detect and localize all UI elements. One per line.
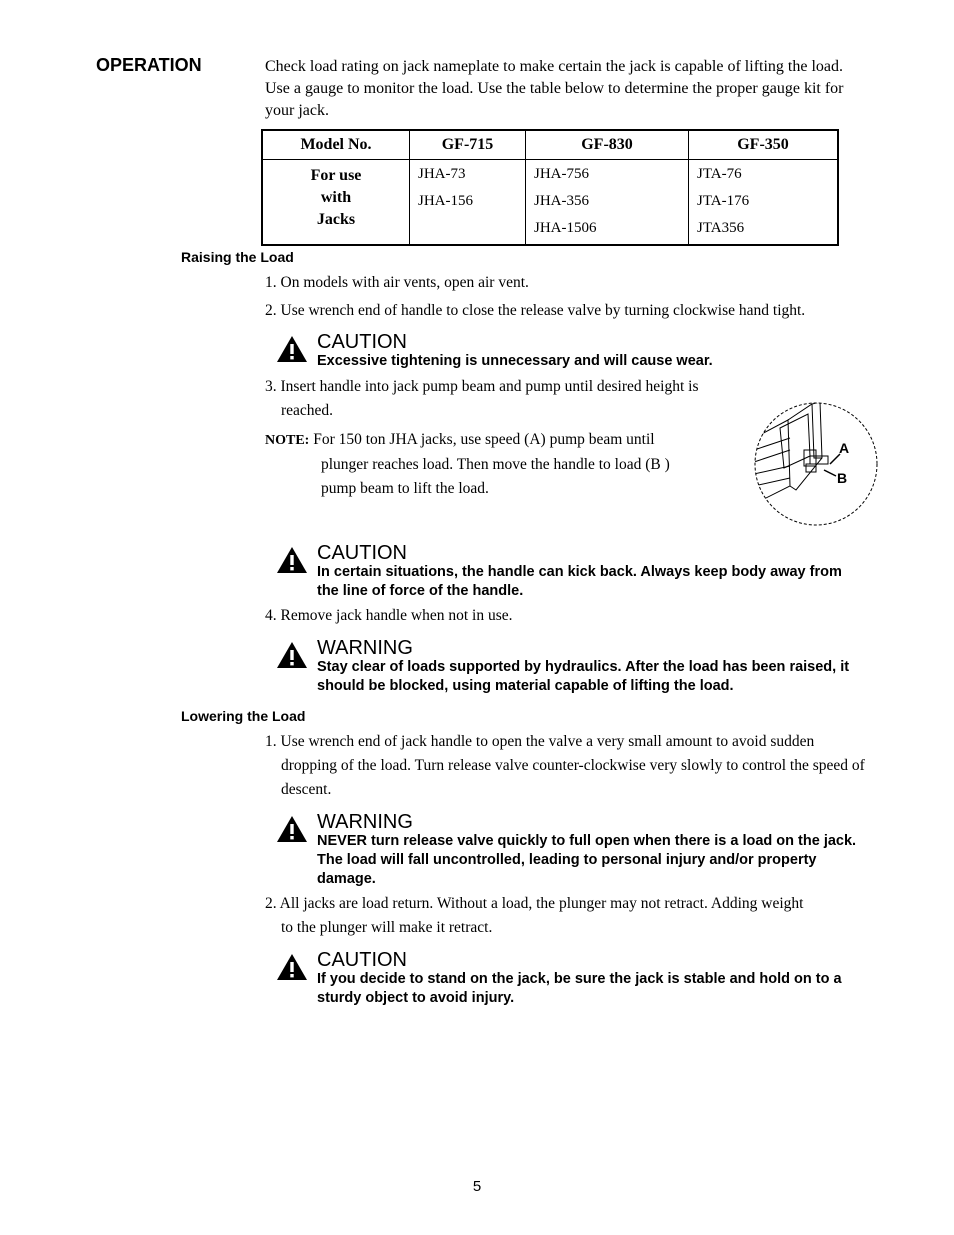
warning-notice: [276, 811, 866, 891]
jack-model: JHA-156: [418, 193, 473, 209]
caution-title: CAUTION: [317, 542, 407, 564]
warning-notice: [276, 637, 866, 699]
step-line: reached.: [281, 402, 334, 419]
raising-step-4: 4. Remove jack handle when not in use.: [265, 607, 513, 624]
page-number: 5: [472, 1178, 482, 1195]
table-header-cell: Model No.: [262, 130, 410, 160]
step-line: 1. Use wrench end of jack handle to open the valve a very small amount to avoid sudden: [265, 733, 815, 750]
raising-step-1: 1. On models with air vents, open air vent.: [265, 274, 529, 291]
jack-model: JTA356: [697, 220, 745, 236]
caution-text: If you decide to stand on the jack, be sure the jack is stable and hold on to a sturdy object to avoid injury.: [317, 971, 842, 1006]
warning-text: NEVER turn release valve quickly to full open when there is a load on the jack. The load will fall uncontrolled, leading to personal injury and/or property damage.: [317, 833, 857, 887]
intro-paragraph: Check load rating on jack nameplate to make certain the jack is capable of lifting the load. Use a gauge to monitor the load. Use the table below to determine the proper gauge kit for your jack.: [265, 58, 844, 119]
pump-beam-illustration: [750, 398, 882, 530]
pump-beam-diagram: [750, 398, 882, 530]
row-label-line: with: [320, 189, 352, 206]
lowering-step-2: [265, 892, 870, 940]
row-label-cell: [262, 160, 410, 246]
caution-text: In certain situations, the handle can kick back. Always keep body away from the line of force of the handle.: [317, 564, 842, 599]
table-cell: [526, 160, 689, 246]
step-line: to the plunger will make it retract.: [281, 919, 493, 936]
label-a: A: [839, 440, 850, 456]
warning-title: WARNING: [317, 637, 413, 659]
row-label-line: For use: [310, 167, 362, 184]
step-line: dropping of the load. Turn release valve counter-clockwise very slowly to control the speed of descent.: [281, 757, 865, 798]
note-block: [265, 428, 735, 501]
caution-title: CAUTION: [317, 949, 407, 971]
table-header-cell: GF-350: [689, 130, 839, 160]
warning-triangle-icon: [276, 335, 308, 363]
label-b: B: [837, 470, 848, 486]
table-header-cell: GF-715: [410, 130, 526, 160]
table-cell: [410, 160, 526, 246]
step-line: 2. All jacks are load return. Without a load, the plunger may not retract. Adding weight: [265, 895, 804, 912]
caution-notice: [276, 949, 866, 1011]
raising-heading: Raising the Load: [181, 249, 294, 265]
jack-model: JHA-1506: [534, 220, 597, 236]
lowering-heading: Lowering the Load: [181, 708, 306, 724]
table-header-row: [262, 130, 838, 160]
jack-model: JTA-76: [697, 166, 742, 182]
warning-triangle-icon: [276, 641, 308, 669]
warning-triangle-icon: [276, 546, 308, 574]
note-line: For 150 ton JHA jacks, use speed (A) pump beam until: [313, 431, 655, 448]
jack-model: JHA-756: [534, 166, 589, 182]
jack-model: JHA-356: [534, 193, 589, 209]
warning-title: WARNING: [317, 811, 413, 833]
table-cell: [689, 160, 839, 246]
warning-triangle-icon: [276, 953, 308, 981]
raising-step-2: 2. Use wrench end of handle to close the release valve by turning clockwise hand tight.: [265, 302, 806, 319]
table-row: [262, 160, 838, 246]
step-line: 3. Insert handle into jack pump beam and pump until desired height is: [265, 378, 699, 395]
jack-model: JHA-73: [418, 166, 466, 182]
caution-title: CAUTION: [317, 331, 407, 353]
caution-notice: [276, 542, 866, 604]
jack-model: JTA-176: [697, 193, 750, 209]
warning-triangle-icon: [276, 815, 308, 843]
table-header-cell: GF-830: [526, 130, 689, 160]
lowering-step-1: [265, 730, 870, 802]
note-line: plunger reaches load. Then move the handle to load (B ): [321, 456, 670, 473]
warning-text: Stay clear of loads supported by hydraulics. After the load has been raised, it should be blocked, using material capable of lifting the load.: [317, 659, 850, 694]
caution-text: Excessive tightening is unnecessary and will cause wear.: [317, 353, 713, 369]
gauge-kit-table: [261, 129, 839, 246]
note-line: pump beam to lift the load.: [321, 480, 489, 497]
row-label-line: Jacks: [316, 211, 356, 228]
caution-notice: [276, 331, 866, 375]
note-label: NOTE:: [265, 433, 310, 448]
section-heading: OPERATION: [96, 55, 202, 75]
